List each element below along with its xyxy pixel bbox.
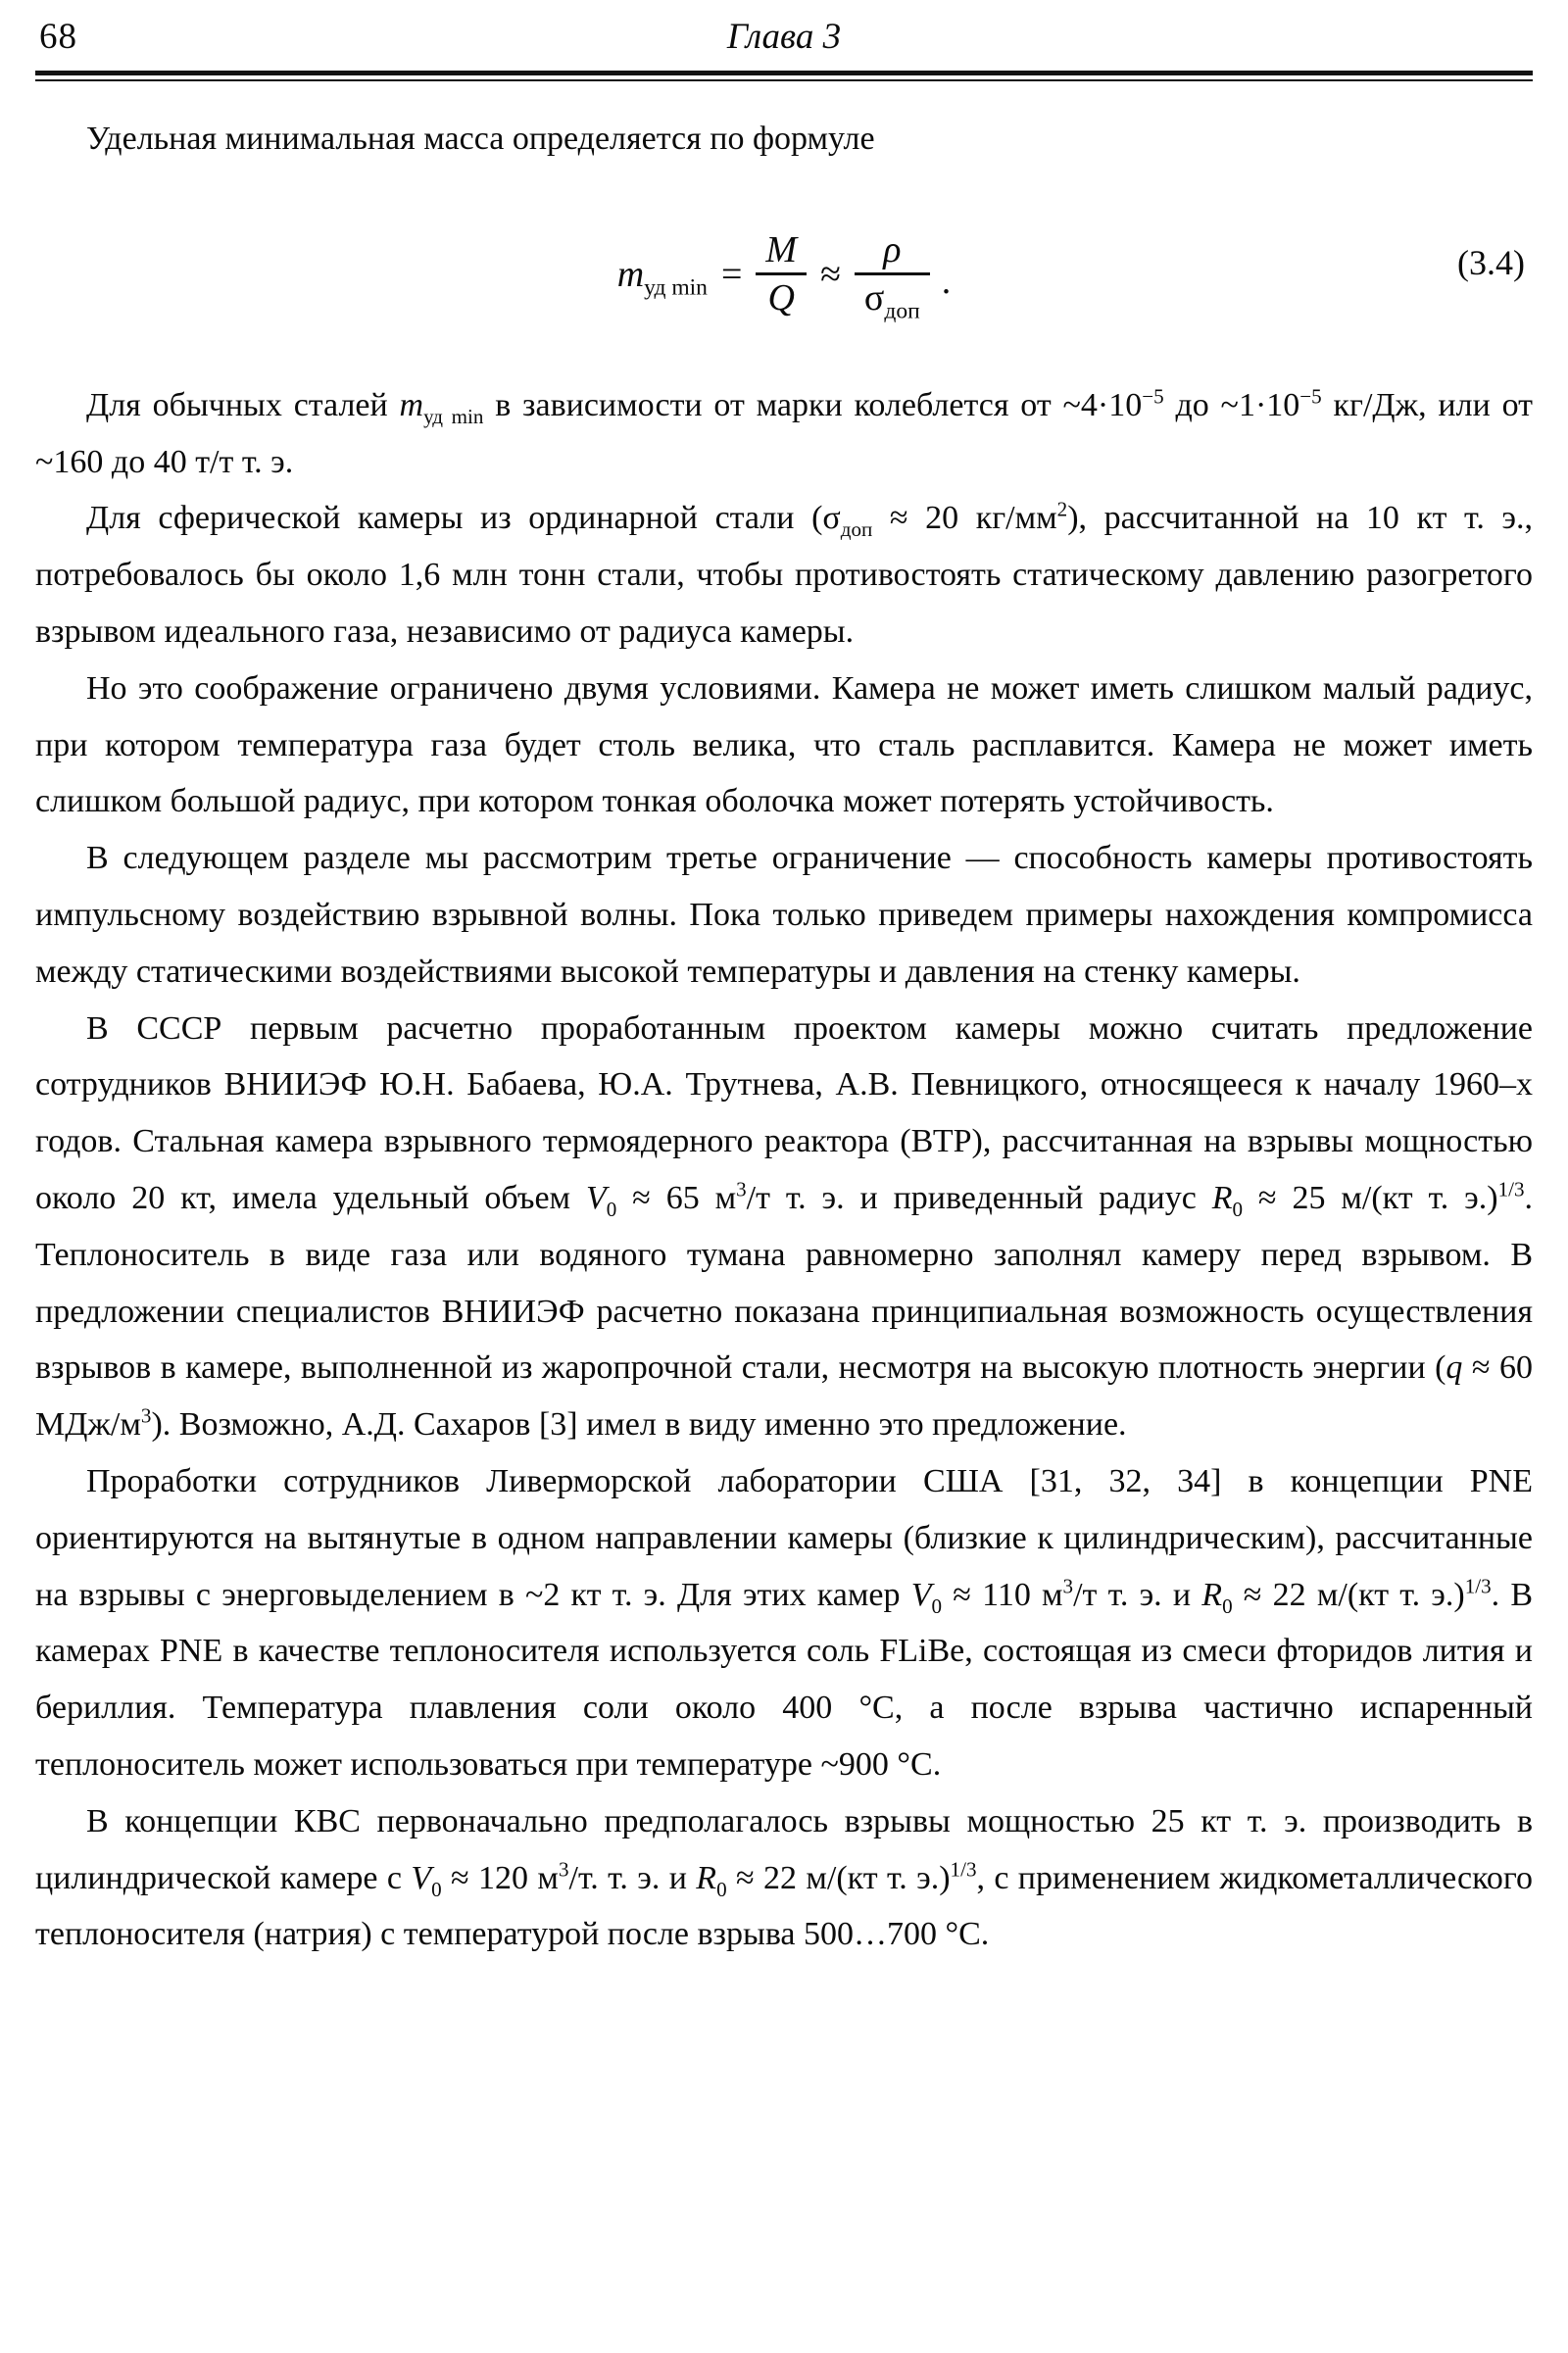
header-rule <box>35 71 1533 81</box>
intro-paragraph: Удельная минимальная масса определяется по формуле <box>86 121 875 157</box>
equation-period: . <box>941 261 952 303</box>
approx-sign: ≈ <box>820 253 841 295</box>
paragraph: В следующем разделе мы рассмотрим третье ограничение — способность камеры противостоять импульсному воздействию взрывной волны. Пока только приведем примеры нахождения компромисса между статическими воздействиями высокой температуры и давления на стенку камеры. <box>35 840 1533 990</box>
paragraph: Для обычных сталей $m_{уд min}$ в зависимости от марки колеблется от $\sim 4\cdot 10^{-5}$ до $\sim 1\cdot 10^{-5}$ кг/Дж, или от ~160 до 40 т/т т. э. <box>35 384 1534 480</box>
paragraph: Для сферической камеры из ординарной стали ($\sigma_{доп} \approx 20$ $кг/мм^2$), рассчитанной на 10 кт т. э., потребовалось бы около 1,6 млн тонн стали, чтобы противостоять статическому давлению разогретого взрывом идеального газа, независимо от радиуса камеры. <box>35 498 1533 650</box>
equation-body <box>616 227 952 324</box>
equation-number: (3.4) <box>1457 243 1525 283</box>
paragraph: Но это соображение ограничено двумя условиями. Камера не может иметь слишком малый радиус, при котором температура газа будет столь велика, что сталь расплавится. Камера не может иметь слишком большой радиус, при котором тонкая оболочка может потерять устойчивость. <box>35 669 1533 820</box>
fraction-mass-energy: $\frac{M}{Q}$ <box>756 227 807 320</box>
paragraph: В СССР первым расчетно проработанным проектом камеры можно считать предложение сотрудников ВНИИЭФ Ю.Н. Бабаева, Ю.А. Трутнева, А.В. Певницкого, относящееся к началу 1960–х годов. Стальная камера взрывного термоядерного реактора (ВТР), рассчитанная на взрывы мощностью около 20 кт, имела удельный объем $V_0 \approx 65$ $м^3/т$ т. э. и приведенный радиус $R_0 \approx 25$ м/(кт т. э.)$^{1/3}$. Теплоноситель в виде газа или водяного тумана равномерно заполнял камеру перед взрывом. В предложении специалистов ВНИИЭФ расчетно показана принципиальная возможность осуществления взрывов в камере, выполненной из жаропрочной стали, несмотря на высокую плотность энергии (q ≈ 60 МДж/$м^3$). Возможно, А.Д. Сахаров [3] имел в виду именно это предложение. <box>35 1009 1533 1444</box>
equals-sign: = <box>720 253 743 295</box>
paragraph: Проработки сотрудников Ливерморской лаборатории США [31, 32, 34] в концепции PNE ориентируются на вытянутые в одном направлении камеры (близкие к цилиндрическим), рассчитанные на взрывы с энерговыделением в ~2 кт т. э. Для этих камер $V_0 \approx 110$ $м^3/т$ т. э. и $R_0 \approx 22$ м/(кт т. э.)$^{1/3}$. В камерах PNE в качестве теплоносителя используется соль FLiBe, состоящая из смеси фторидов лития и бериллия. Температура плавления соли около 400 °С, а после взрыва частично испаренный теплоноситель может использоваться при температуре ~900 °С. <box>35 1462 1533 1783</box>
fraction-density-stress: $\frac{\rho}{\sigma_{доп}}$ <box>855 227 930 320</box>
chapter-title: Глава 3 <box>726 17 842 57</box>
body-paragraphs <box>35 377 1533 1963</box>
page-header <box>35 14 1533 65</box>
equation-display <box>35 201 1533 348</box>
paragraph: В концепции КВС первоначально предполагалось взрывы мощностью 25 кт т. э. производить в цилиндрической камере с $V_0 \approx 120$ $м^3/т$. т. э. и $R_0 \approx 22$ м/(кт т. э.)$^{1/3}$, с применением жидкометаллического теплоносителя (натрия) с температурой после взрыва 500…700 °С. <box>35 1802 1533 1953</box>
equation-lhs: $m_{уд min}$ <box>616 253 708 301</box>
page-number: 68 <box>39 17 77 57</box>
